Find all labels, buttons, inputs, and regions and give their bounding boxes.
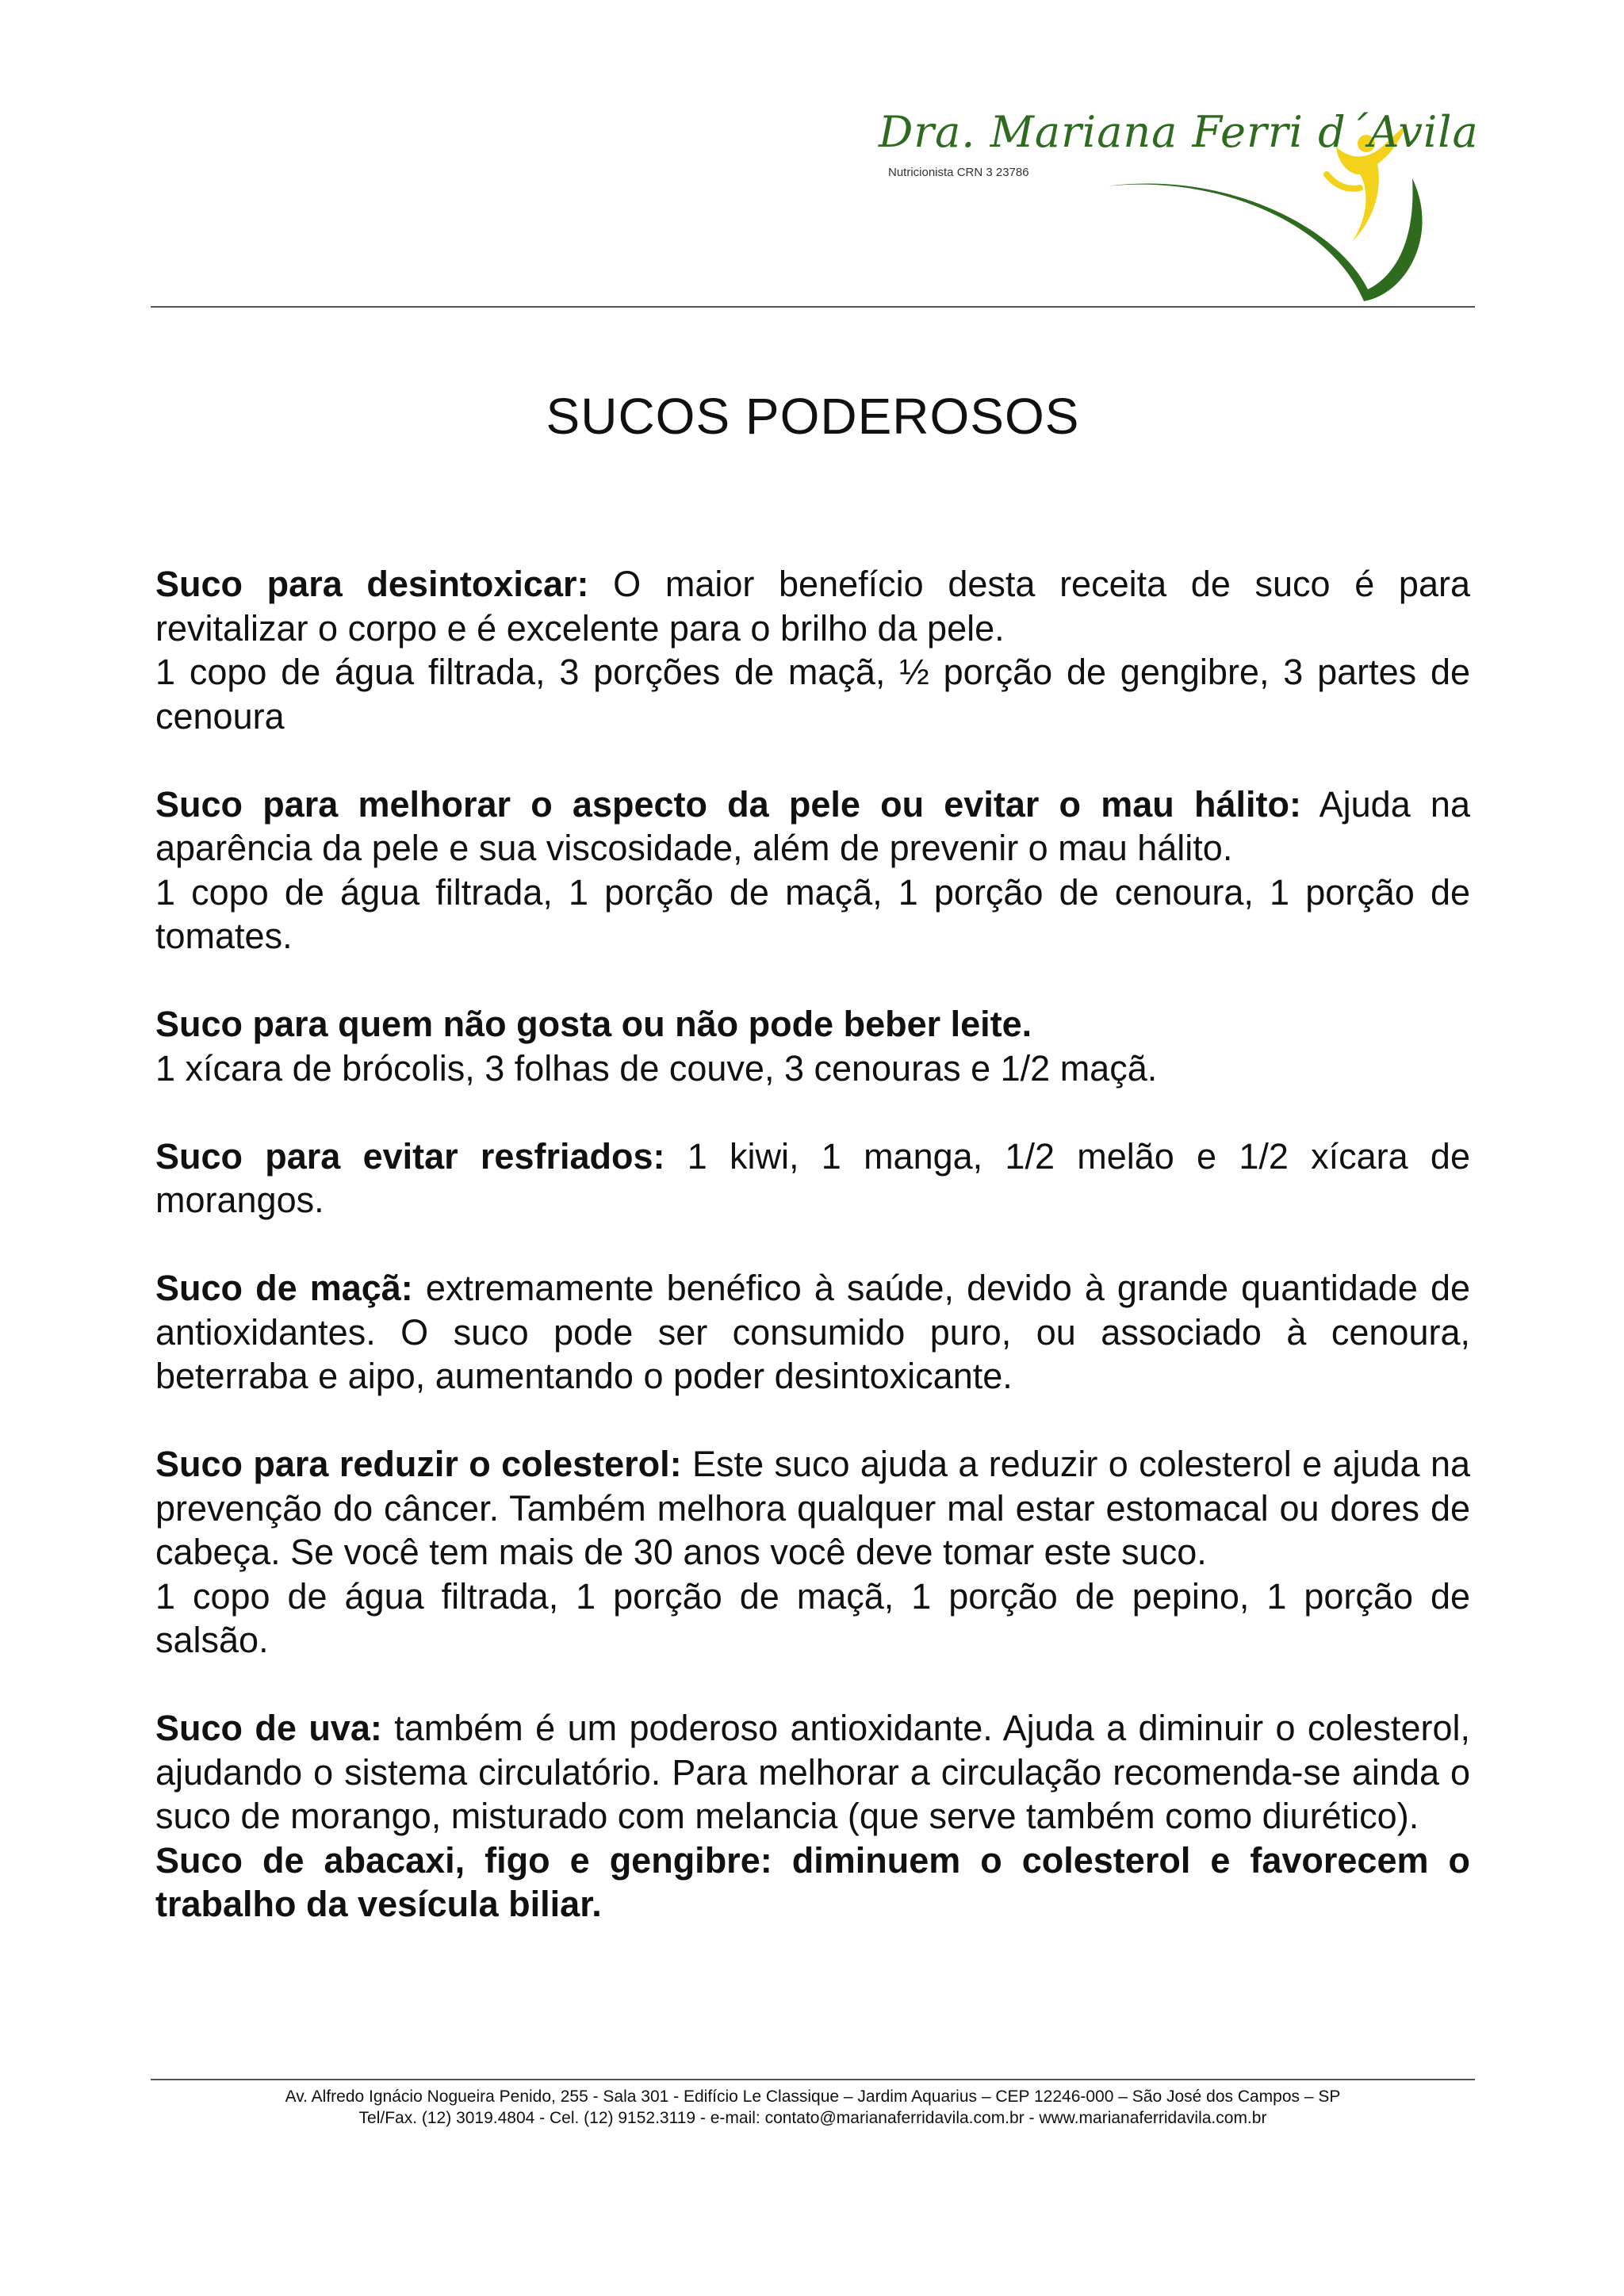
section-paragraph	[155, 1266, 1470, 1399]
section-ingredients: 1 copo de água filtrada, 1 porção de maçã, 1 porção de cenoura, 1 porção de tomates.	[155, 871, 1470, 956]
section-text: Ajuda na aparência da pele e sua viscosidade, além de prevenir o mau hálito.	[155, 783, 1470, 868]
header-divider	[151, 306, 1475, 308]
section-pele-halito	[155, 783, 1470, 959]
section-paragraph	[155, 1002, 1470, 1047]
section-ingredients: 1 copo de água filtrada, 1 porção de maçã, 1 porção de pepino, 1 porção de salsão.	[155, 1575, 1470, 1660]
footer	[151, 2086, 1475, 2129]
section-paragraph	[155, 1135, 1470, 1223]
section-paragraph	[155, 1442, 1470, 1575]
yellow-figure-arm-shape	[1327, 174, 1360, 189]
section-text: 1 kiwi, 1 manga, 1/2 melão e 1/2 xícara de morangos.	[155, 1135, 1470, 1220]
section-ingredients: 1 copo de água filtrada, 3 porções de maçã, ½ porção de gengibre, 3 partes de cenoura	[155, 652, 1470, 737]
footer-address: Av. Alfredo Ignácio Nogueira Penido, 255 - Sala 301 - Edifício Le Classique – Jardim Aquarius – CEP 12246-000 – São José dos Campos – SP	[285, 2087, 1341, 2106]
section-paragraph	[155, 783, 1470, 871]
logo-subtitle: Nutricionista CRN 3 23786	[888, 166, 1029, 179]
section-uva	[155, 1706, 1470, 1839]
document-body	[155, 562, 1470, 1927]
section-label: Suco para evitar resfriados:	[155, 1135, 665, 1177]
logo	[852, 99, 1479, 305]
section-paragraph	[155, 562, 1470, 650]
section-text: Este suco ajuda a reduzir o colesterol e ajuda na prevenção do câncer. Também melhora qualquer mal estar estomacal ou dores de cabeça. Se você tem mais de 30 anos você deve tomar este suco.	[155, 1444, 1471, 1572]
section-label: Suco para desintoxicar:	[155, 564, 589, 604]
section-label: Suco para quem não gosta ou não pode beber leite.	[155, 1004, 1032, 1044]
section-text: extremamente benéfico à saúde, devido à grande quantidade de antioxidantes. O suco pode ser consumido puro, ou associado à cenoura, beterraba e aipo, aumentando o poder desintoxicante.	[155, 1268, 1470, 1396]
section-sem-leite	[155, 1002, 1470, 1090]
section-maca	[155, 1266, 1470, 1399]
section-paragraph	[155, 1706, 1470, 1839]
section-desintoxicar	[155, 562, 1470, 738]
section-text: O maior benefício desta receita de suco é para revitalizar o corpo e é excelente para o brilho da pele.	[155, 564, 1470, 649]
section-text: também é um poderoso antioxidante. Ajuda a diminuir o colesterol, ajudando o sistema circulatório. Para melhorar a circulação recomenda-se ainda o suco de morango, misturado com melancia (que serve também como diurético).	[155, 1708, 1470, 1836]
footer-contact: Tel/Fax. (12) 3019.4804 - Cel. (12) 9152.3119 - e-mail: contato@marianaferridavila.com.br - www.marianaferridavila.com.br	[358, 2109, 1267, 2127]
final-bold-paragraph: Suco de abacaxi, figo e gengibre: diminuem o colesterol e favorecem o trabalho da vesícula biliar.	[155, 1839, 1470, 1924]
section-resfriados	[155, 1135, 1470, 1223]
section-label: Suco para melhorar o aspecto da pele ou evitar o mau hálito:	[155, 783, 1301, 825]
page-title: SUCOS PODEROSOS	[546, 388, 1080, 445]
logo-name: Dra. Mariana Ferri d´Avila	[879, 107, 1479, 157]
section-label: Suco de maçã:	[155, 1268, 413, 1308]
footer-divider	[151, 2079, 1475, 2080]
section-label: Suco para reduzir o colesterol:	[155, 1444, 682, 1484]
section-colesterol	[155, 1442, 1470, 1663]
section-ingredients: 1 xícara de brócolis, 3 folhas de couve, 3 cenouras e 1/2 maçã.	[155, 1047, 1158, 1089]
section-label: Suco de uva:	[155, 1708, 382, 1748]
